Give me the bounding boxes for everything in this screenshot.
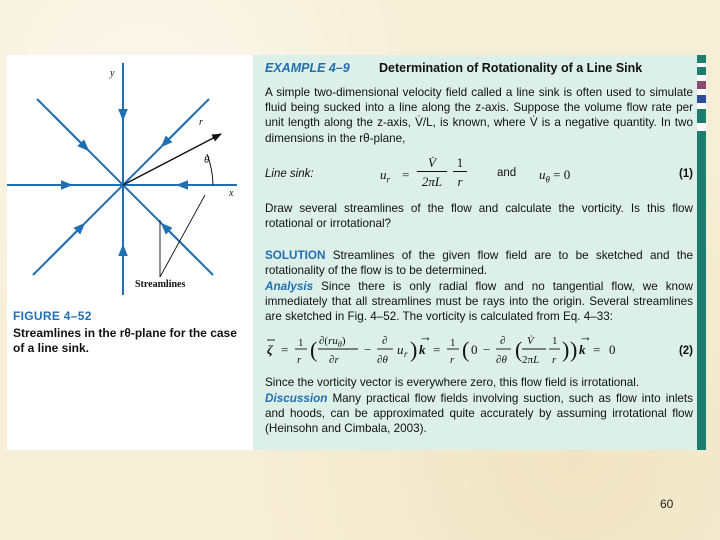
line-sink-diagram xyxy=(7,55,253,300)
example-task: Draw several streamlines of the flow and calculate the vorticity. Is this flow rotational or irrotational? xyxy=(265,202,693,231)
figure-label: FIGURE 4–52 xyxy=(13,309,92,323)
svg-text:∂(ruθ): $\partial(ru_\theta)$ xyxy=(319,335,346,349)
svg-text:): ) xyxy=(410,337,418,362)
svg-text:): ) xyxy=(570,337,578,362)
textbook-slide xyxy=(7,55,706,450)
color-bar-segment xyxy=(697,95,706,103)
svg-text:0: 0 xyxy=(609,342,616,357)
analysis-paragraph: Analysis Since there is only radial flow and no tangential flow, we know immediately that all streamlines must be rays into the origin. Several streamlines are sketched in Fig. 4–52. The vorticity is calculated from Eq. 4–33: xyxy=(265,280,693,324)
svg-text:k: k xyxy=(419,342,426,357)
eq1-number: (1) xyxy=(678,168,693,180)
svg-text:1: 1 xyxy=(552,335,558,347)
discussion-paragraph: Discussion Many practical flow fields involving suction, such as flow into inlets and hoods, can be approximated quite accurately by assuming irrotational flow (Heinsohn and Cimbala, 2003). xyxy=(265,392,694,436)
eq1-denominator-2: r xyxy=(457,174,463,189)
eq1-numerator-2: 1 xyxy=(453,155,467,172)
eq1-lhs: $u_r$ xyxy=(380,167,391,185)
svg-text:): ) xyxy=(562,337,570,362)
page-number: 60 xyxy=(660,497,674,511)
svg-text:r: r xyxy=(552,354,557,366)
svg-text:ζ: ζ xyxy=(267,342,273,357)
svg-text:∂r: ∂r xyxy=(329,354,339,366)
theta-label: θ xyxy=(204,154,210,166)
svg-text:r: r xyxy=(450,354,455,366)
svg-text:k: k xyxy=(579,342,586,357)
svg-text:=: = xyxy=(593,342,601,357)
example-intro: A simple two-dimensional velocity field called a line sink is often used to simulate fluid being sucked into a line along the z-axis. Suppose the volume flow rate per unit length along the z-axis, V̇/L, is known, where V̇ is a negative quantity. In two dimensions in the rθ-plane, xyxy=(265,86,693,145)
color-bar-segment xyxy=(697,131,706,450)
equation-1 xyxy=(265,155,693,191)
figure-panel xyxy=(7,55,253,450)
eq2-number: (2) xyxy=(678,345,693,357)
svg-text:∂θ: ∂θ xyxy=(496,354,507,366)
svg-text:∂: ∂ xyxy=(500,335,506,347)
inflow-arrow-lower-left xyxy=(49,227,81,259)
example-title: Determination of Rotationality of a Line Sink xyxy=(379,61,643,75)
streamlines-pointer-2 xyxy=(160,195,205,277)
color-bar-segment xyxy=(697,67,706,75)
svg-text:−: − xyxy=(483,342,491,357)
svg-text:r: r xyxy=(297,354,302,366)
axis-y-label: y xyxy=(110,68,115,79)
solution-paragraph: SOLUTION Streamlines of the given flow field are to be sketched and the rotationality of the flow is to be determined. xyxy=(265,249,693,278)
svg-text:1: 1 xyxy=(298,337,304,349)
svg-text:1: 1 xyxy=(450,337,456,349)
svg-text:V̇: V̇ xyxy=(527,335,534,347)
figure-caption: Streamlines in the rθ-plane for the case of a line sink. xyxy=(13,326,237,355)
inflow-arrow-upper-left xyxy=(53,115,85,147)
inflow-arrow-lower-right xyxy=(165,227,197,259)
color-bar-segment xyxy=(697,55,706,63)
eq1-denominator: 2πL xyxy=(421,174,443,189)
color-bar-segment xyxy=(697,109,706,123)
svg-text:2πL: 2πL xyxy=(522,354,540,366)
equation-2 xyxy=(265,327,693,371)
eq1-rhs: $u_\theta = 0$ xyxy=(539,167,571,185)
streamlines-label: Streamlines xyxy=(135,279,186,290)
color-bar-segment xyxy=(697,81,706,89)
example-panel xyxy=(253,55,697,450)
chapter-color-bar xyxy=(697,55,706,450)
svg-text:r: r xyxy=(404,349,408,359)
axis-x-label: x xyxy=(229,188,234,199)
svg-text:(: ( xyxy=(310,337,318,362)
example-number: EXAMPLE 4–9 xyxy=(265,61,350,75)
eq1-label: Line sink: xyxy=(265,168,314,180)
svg-text:∂θ: ∂θ xyxy=(377,354,388,366)
svg-text:=: = xyxy=(433,342,441,357)
svg-text:0: 0 xyxy=(471,342,478,357)
svg-text:(: ( xyxy=(462,337,470,362)
svg-text:−: − xyxy=(364,342,372,357)
svg-text:u: u xyxy=(397,342,404,357)
eq1-and: and xyxy=(497,167,517,179)
svg-text:(: ( xyxy=(515,337,523,362)
svg-text:→: → xyxy=(579,329,592,344)
radius-label: r xyxy=(199,117,203,128)
eq1-numerator: V̇ xyxy=(417,155,447,172)
svg-text:=: = xyxy=(281,342,289,357)
svg-text:∂: ∂ xyxy=(382,335,388,347)
eq1-equals: = xyxy=(402,167,410,182)
inflow-arrow-upper-right xyxy=(165,115,193,143)
svg-text:→: → xyxy=(419,329,432,344)
conclusion-paragraph: Since the vorticity vector is everywhere zero, this flow field is irrotational. xyxy=(265,376,640,389)
